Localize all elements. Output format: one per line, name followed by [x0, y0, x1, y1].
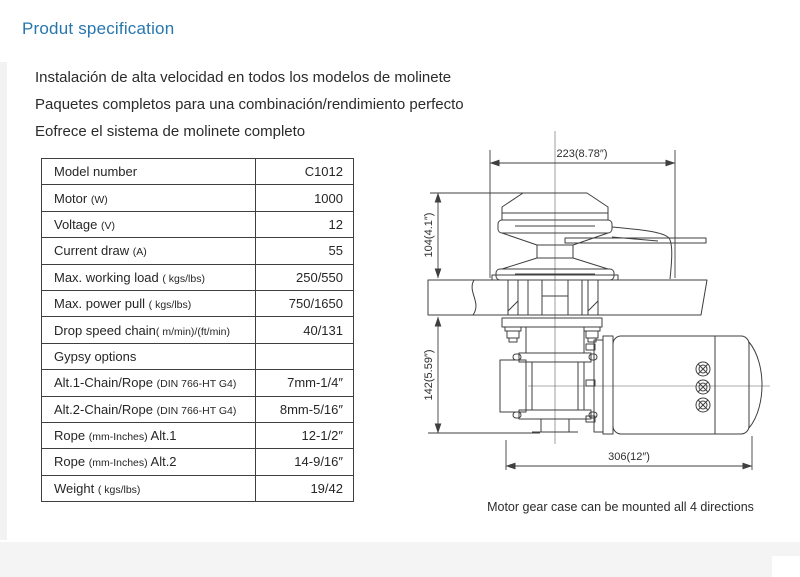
dim-width-top-label: 223(8.78″)	[556, 148, 608, 160]
intro-line-2: Paquetes completos para una combinación/rendimiento perfecto	[35, 96, 464, 113]
spec-value: C1012	[256, 159, 354, 185]
page-title: Produt specification	[22, 19, 175, 38]
spec-label: Gypsy options	[42, 343, 256, 369]
dimension-width-bottom	[506, 436, 752, 470]
spec-label: Rope (mm-Inches) Alt.2	[42, 449, 256, 475]
dim-height-below-label: 142(5.59″)	[423, 349, 435, 401]
spec-label: Drop speed chain( m/min)/(ft/min)	[42, 317, 256, 343]
table-row	[42, 422, 354, 448]
footer-band	[0, 542, 800, 577]
diagram-caption: Motor gear case can be mounted all 4 directions	[487, 500, 754, 514]
table-row	[42, 185, 354, 211]
spec-label: Weight ( kgs/lbs)	[42, 475, 256, 501]
dim-height-above-label: 104(4.1″)	[423, 212, 435, 258]
table-row	[42, 159, 354, 185]
mounting-plate-and-studs	[502, 318, 602, 342]
spec-label: Rope (mm-Inches) Alt.1	[42, 422, 256, 448]
spec-label: Current draw (A)	[42, 238, 256, 264]
deck-fasteners	[508, 280, 598, 315]
dim-width-bottom-label: 306(12″)	[608, 451, 650, 463]
spec-value: 1000	[256, 185, 354, 211]
footer-band-notch	[772, 556, 800, 577]
spec-label: Alt.1-Chain/Rope (DIN 766-HT G4)	[42, 370, 256, 396]
spec-label: Alt.2-Chain/Rope (DIN 766-HT G4)	[42, 396, 256, 422]
table-row	[42, 290, 354, 316]
spec-value: 12	[256, 211, 354, 237]
intro-text	[35, 64, 464, 145]
windlass-technical-drawing	[420, 128, 795, 476]
motor-gear-case	[586, 336, 762, 434]
chain-stripper-arm	[565, 227, 706, 279]
table-row	[42, 370, 354, 396]
spec-value: 40/131	[256, 317, 354, 343]
table-row	[42, 238, 354, 264]
table-row	[42, 343, 354, 369]
spec-table	[41, 158, 354, 502]
spec-value: 12-1/2″	[256, 422, 354, 448]
motor-screws	[696, 362, 710, 412]
spec-value: 7mm-1/4″	[256, 370, 354, 396]
spec-label: Voltage (V)	[42, 211, 256, 237]
spec-label: Model number	[42, 159, 256, 185]
table-row	[42, 264, 354, 290]
table-row	[42, 475, 354, 501]
gearbox-assembly	[500, 327, 597, 432]
spec-label: Motor (W)	[42, 185, 256, 211]
table-row	[42, 211, 354, 237]
spec-value: 250/550	[256, 264, 354, 290]
spec-value: 55	[256, 238, 354, 264]
spec-value: 14-9/16″	[256, 449, 354, 475]
table-row	[42, 396, 354, 422]
spec-value: 19/42	[256, 475, 354, 501]
page-left-edge	[0, 62, 7, 540]
spec-value: 8mm-5/16″	[256, 396, 354, 422]
spec-value	[256, 343, 354, 369]
table-row	[42, 449, 354, 475]
intro-line-3: Eofrece el sistema de molinete completo	[35, 123, 306, 140]
centerlines	[528, 131, 770, 444]
intro-line-1: Instalación de alta velocidad en todos los modelos de molinete	[35, 69, 452, 86]
spec-label: Max. power pull ( kgs/lbs)	[42, 290, 256, 316]
spec-value: 750/1650	[256, 290, 354, 316]
table-row	[42, 317, 354, 343]
dimension-height-below-deck	[423, 317, 540, 433]
spec-label: Max. working load ( kgs/lbs)	[42, 264, 256, 290]
